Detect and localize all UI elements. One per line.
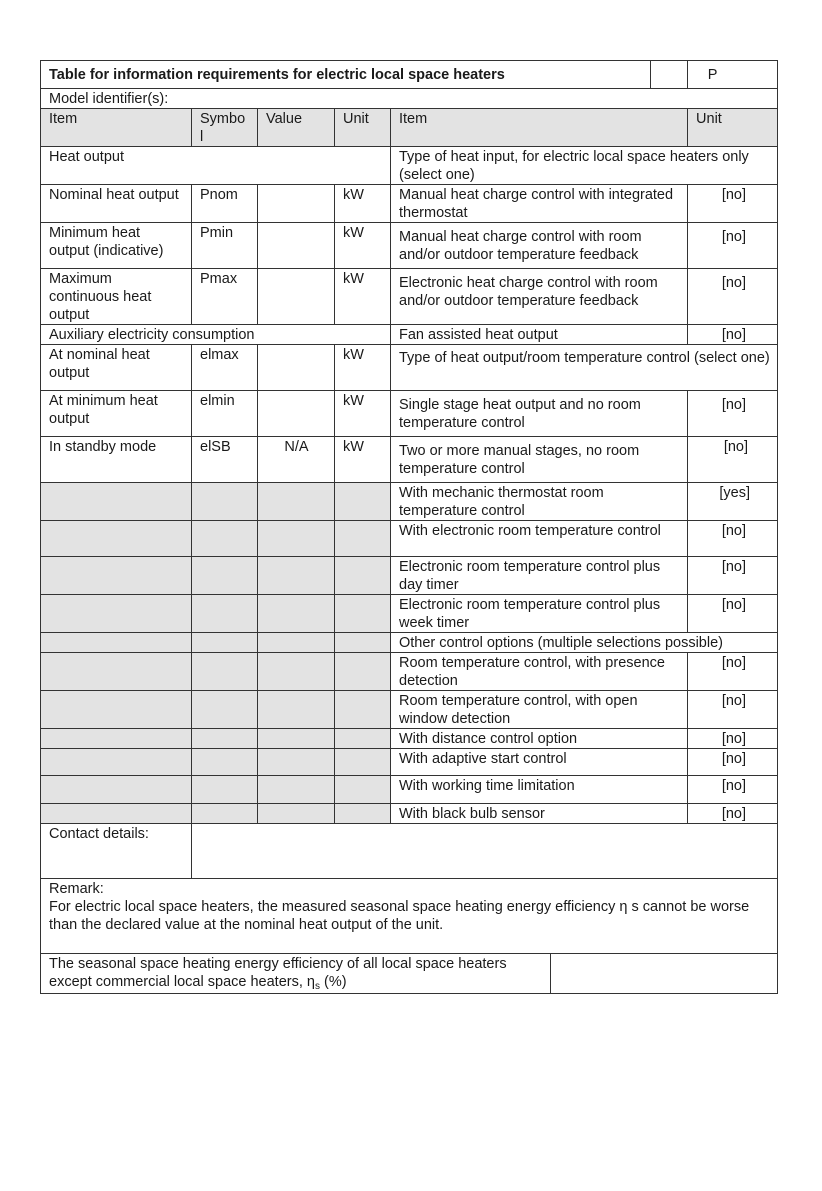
r13-item: With distance control option [391,729,688,749]
r14-value: [no] [688,749,778,776]
header-unit: Unit [335,109,391,147]
r12-item: Room temperature control, with open window detection [391,691,688,729]
at-minimum-symbol: elmin [192,391,258,437]
at-nominal-item: At nominal heat output [41,345,192,391]
minimum-value [258,223,335,269]
standby-unit: kW [335,437,391,483]
efficiency-value [551,954,778,994]
contact-label: Contact details: [41,824,192,879]
r3-value: [no] [688,269,778,325]
contact-value [192,824,778,879]
heat-output-label: Heat output [41,147,391,185]
r8-value: [no] [688,521,778,557]
r2-value: [no] [688,223,778,269]
main-table [40,60,778,954]
heat-input-header: Type of heat input, for electric local space heaters only (select one) [391,147,778,185]
remark-label: Remark: [49,881,104,897]
r5-value: [no] [688,391,778,437]
r4-value: [no] [688,325,778,345]
efficiency-label: The seasonal space heating energy efficiency of all local space heaters except commercial local space heaters, $\eta_s$ (%) [41,954,551,994]
nominal-symbol: Pnom [192,185,258,223]
header-symbol: Symbo l [192,109,258,147]
maximum-item: Maximum continuous heat output [41,269,192,325]
r11-value: [no] [688,653,778,691]
r15-value: [no] [688,776,778,804]
r10-item: Electronic room temperature control plus week timer [391,595,688,633]
control-header: Type of heat output/room temperature control (select one) [391,345,778,391]
nominal-unit: kW [335,185,391,223]
r10-value: [no] [688,595,778,633]
r12-value: [no] [688,691,778,729]
at-minimum-value [258,391,335,437]
other-header: Other control options (multiple selections possible) [391,633,778,653]
header-item: Item [41,109,192,147]
at-minimum-item: At minimum heat output [41,391,192,437]
nominal-item: Nominal heat output [41,185,192,223]
r5-item: Single stage heat output and no room temperature control [391,391,688,437]
info-requirements-sheet [40,60,777,994]
at-minimum-unit: kW [335,391,391,437]
at-nominal-symbol: elmax [192,345,258,391]
header-item-2: Item [391,109,688,147]
r11-item: Room temperature control, with presence detection [391,653,688,691]
minimum-item: Minimum heat output (indicative) [41,223,192,269]
r2-item: Manual heat charge control with room and/or outdoor temperature feedback [391,223,688,269]
r3-item: Electronic heat charge control with room and/or outdoor temperature feedback [391,269,688,325]
r6-item: Two or more manual stages, no room temperature control [391,437,688,483]
standby-symbol: elSB [192,437,258,483]
r16-value: [no] [688,804,778,824]
r7-item: With mechanic thermostat room temperature control [391,483,688,521]
maximum-symbol: Pmax [192,269,258,325]
r14-item: With adaptive start control [391,749,688,776]
at-nominal-unit: kW [335,345,391,391]
maximum-value [258,269,335,325]
r1-value: [no] [688,185,778,223]
efficiency-table [40,953,778,994]
r15-item: With working time limitation [391,776,688,804]
standby-value: N/A [258,437,335,483]
minimum-unit: kW [335,223,391,269]
r9-item: Electronic room temperature control plus day timer [391,557,688,595]
r9-value: [no] [688,557,778,595]
nominal-value [258,185,335,223]
r1-item: Manual heat charge control with integrated thermostat [391,185,688,223]
header-value: Value [258,109,335,147]
title-right-cell: P [688,61,778,89]
table-title: Table for information requirements for electric local space heaters [41,61,688,89]
r8-item: With electronic room temperature control [391,521,688,557]
minimum-symbol: Pmin [192,223,258,269]
at-nominal-value [258,345,335,391]
r16-item: With black bulb sensor [391,804,688,824]
header-unit-2: Unit [688,109,778,147]
r13-value: [no] [688,729,778,749]
aux-label: Auxiliary electricity consumption [41,325,391,345]
model-identifier-label: Model identifier(s): [41,89,778,109]
standby-item: In standby mode [41,437,192,483]
maximum-unit: kW [335,269,391,325]
r7-value: [yes] [688,483,778,521]
r6-value: [no] [688,437,778,483]
remark-cell [41,879,778,954]
remark-text: For electric local space heaters, the measured seasonal space heating energy efficiency η s cannot be worse than the declared value at the nominal heat output of the unit. [49,899,750,933]
r4-item: Fan assisted heat output [391,325,688,345]
